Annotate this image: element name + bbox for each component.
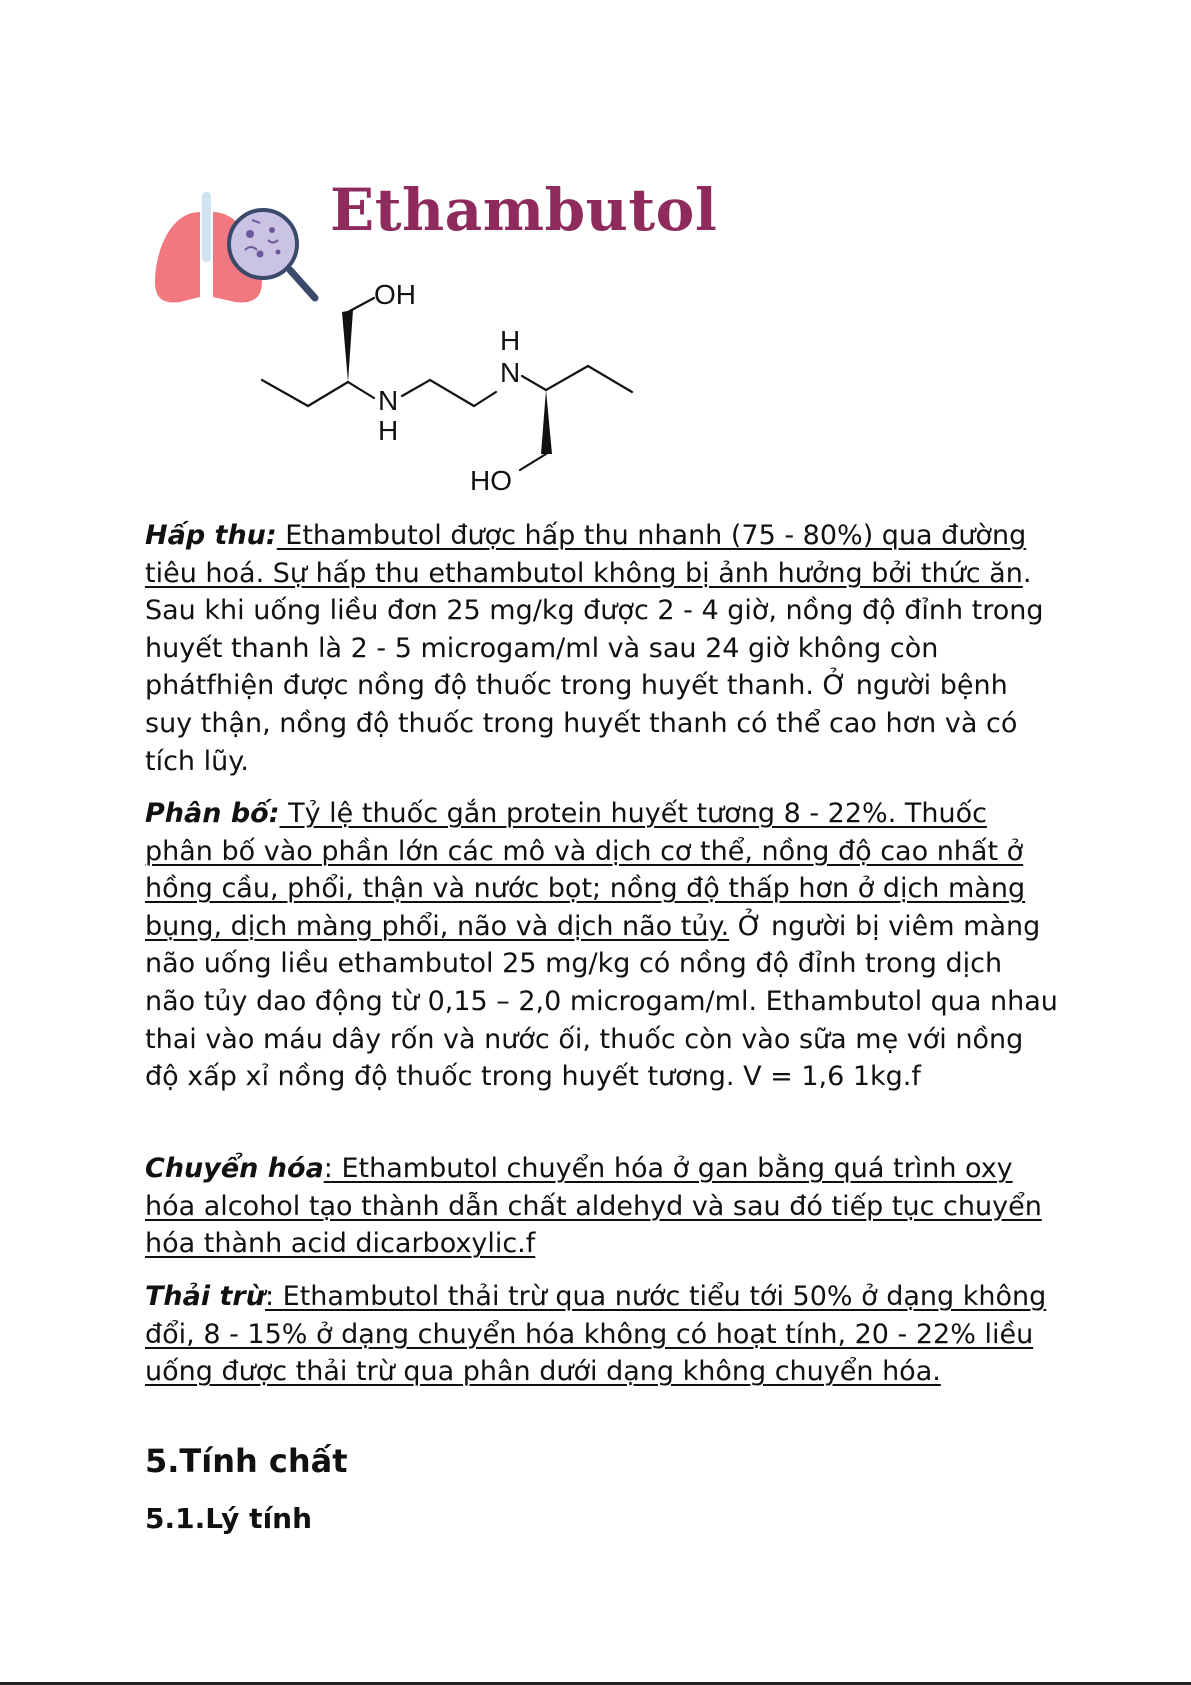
ho-label: HO: [470, 465, 512, 496]
metabolism-underlined: : Ethambutol chuyển hóa ở gan bằng quá trình oxy hóa alcohol tạo thành dẫn chất aldehyd và sau đó tiếp tục chuyển hóa thành acid dicarboxylic.f: [145, 1153, 1042, 1260]
heading-physical-properties: 5.1.Lý tính: [145, 1502, 313, 1535]
absorption-text: . Sau khi uống liều đơn 25 mg/kg được 2 - 4 giờ, nồng độ đỉnh trong huyết thanh là 2 - 5 microgam/ml và sau 24 giờ không còn phátfhiện được nồng độ thuốc trong huyết thanh. Ở người bệnh suy thận, nồng độ thuốc trong huyết thanh có thể cao hơn và có tích lũy.: [145, 557, 1044, 777]
metabolism-paragraph: [145, 1150, 1060, 1263]
distribution-underlined: Tỷ lệ thuốc gắn protein huyết tương 8 - 22%. Thuốc phân bố vào phần lớn các mô và dịch cơ thể, nồng độ cao nhất ở hồng cầu, phổi, thận và nước bọt; nồng độ thấp hơn ở dịch màng bụng, dịch màng phổi, não và dịch não tủy.: [145, 798, 1026, 942]
excretion-paragraph: [145, 1278, 1060, 1391]
metabolism-label: Chuyển hóa: [145, 1153, 324, 1184]
excretion-underlined: : Ethambutol thải trừ qua nước tiểu tới 50% ở dạng không đổi, 8 - 15% ở dạng chuyển hóa không có hoạt tính, 20 - 22% liều uống được thải trừ qua phân dưới dạng không chuyển hóa.: [145, 1281, 1047, 1388]
n-label-left: N: [378, 385, 399, 416]
h-label-top: H: [500, 325, 521, 356]
absorption-paragraph: [145, 517, 1060, 780]
document-title: Ethambutol: [330, 176, 718, 244]
distribution-text: Ở người bị viêm màng não uống liều ethambutol 25 mg/kg có nồng độ đỉnh trong dịch não tủy dao động từ 0,15 – 2,0 microgam/ml. Ethambutol qua nhau thai vào máu dây rốn và nước ối, thuốc còn vào sữa mẹ với nồng độ xấp xỉ nồng độ thuốc trong huyết tương. V = 1,6 1kg.f: [145, 910, 1058, 1093]
distribution-paragraph: [145, 795, 1060, 1096]
h-label-bottom: H: [378, 415, 399, 446]
oh-label: OH: [374, 282, 416, 310]
distribution-label: Phân bố:: [145, 798, 280, 829]
heading-properties: 5.Tính chất: [145, 1442, 348, 1480]
absorption-label: Hấp thu:: [145, 520, 277, 551]
n-label-right: N: [500, 357, 521, 388]
absorption-underlined: Ethambutol được hấp thu nhanh (75 - 80%) qua đường tiêu hoá. Sự hấp thu ethambutol không bị ảnh hưởng bởi thức ăn: [145, 520, 1027, 589]
excretion-label: Thải trừ: [145, 1281, 265, 1312]
ethambutol-structure: [256, 282, 666, 502]
